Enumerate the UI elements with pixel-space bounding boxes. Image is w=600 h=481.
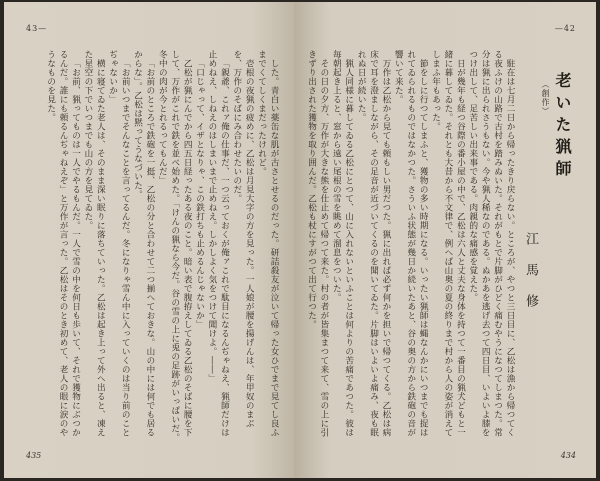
paragraph: 乙松が猟にんでから四五日経ったある夜のこと。暗い表で腹拵えしてゐる乙松のそばに腰を下して、万作がこれで鉄を並べ始めた。「けんの猟なら今だ。谷の雪の上に兎の足跡がいっぱいだ。冬中の肉が今とれるってもんだ」 [157,50,193,442]
paragraph: 壱根の夜猟の疲めに、乙松は月見大字の方を見った。一人娘が腰を揚げんは、年甲奴のまぶを、万作のそばにみ合わせたいのだ。 [231,50,255,428]
left-page [4,2,294,478]
paragraph: 横に寝てゐた老人は、そのまま深い眠りに落ちていった。乙松は起き上って外へ出ると、凍えた星空の下でいつまでも山の方を見てゐた。 [82,50,106,437]
page-number-left: 435 [26,451,42,460]
paragraph: 猟人同様に暮してゐる乙松にとつて、山に入れないといふことは何よりの苦痛であつた。彼は毎朝起き上ると、窓から遠い尾根の雪を眺めて溜息をついた。 [331,50,354,437]
author-name: 江馬修 [523,232,538,325]
paragraph: 「お前、猟ってものは一人でやるもんだ。一人で雪の中を何日も歩いて、それで獲物にぶつかるんだ。誰にも頼るんぢゃねえぞ」と万作が言った。乙松はそのとき初めて、老人の眼に涙のやうなものを見た。 [45,50,81,437]
right-page-body [306,50,516,442]
paragraph: した。青白い薬缶な肌が古さとせるのだった。研詰殺友が泣いて帰った女ひでまで見てし良ふまでくてしくまだったけれど。 [256,50,279,437]
paragraph: 「お前のところで鉄砲を一挺、乙松の分と合わせて二つ揃へておきな。山の中には何でも居るからな」。乙松は黙ってうなづいた。 [132,50,155,437]
story-subtitle: （創作） [541,80,550,116]
page-number-right: 434 [560,451,576,460]
book-spread [4,2,596,478]
paragraph: 節をしに行つてしまふと、獲物の多い時期になる。いったい猟師は蝿なんかにいつまでも捉はれてゐられるものではなかつた。さういふ状態が幾日か続いたあと、谷の奥の方から鉄砲の音が響いて来た。 [393,50,429,437]
running-head-left: 43— [26,24,48,33]
paragraph: 万作は乙松から見ても頼もしい男だつた。猟に出れば必ず何かを担いで帰つてくる。乙松は病床で耳を澄ましながら、その足音が近づいてくるのを聞いてゐた。片脚はいよいよ痛み、夜も眠れぬ日が続いた。 [356,50,391,437]
paragraph: 「親爺、これァ俺の仕事だ、一つ云っておくが俺ァこれで駄目になるんぢゃねえ、猟師だけは止めねえ、しねえのはしまいまで止めねえ。しかしよく気をつけて聞けよ。――」 [206,50,230,437]
left-page-body [18,50,280,442]
right-page [294,2,596,478]
paragraph: 駐在は七月二日から帰ったきり戻らない。ところが、やつと三日目に、乙松は漁から帰つてくる夜ふけの山路で古村を踏みぬいた。それがもとで片脚がひどく痛むやうになつてしまつた。常分は猟に出られさうもない。今や猟人稀なのである。ぬかあを逃げ去つて四日目、いよいよ膝をつけ出して、足苦しい出来事である。肉親的な痛感を覚えた。 [467,50,515,437]
paragraph: 「口じゃって、イザとなりゃ、この鉄打ちも止めるんじゃないか」 [194,58,205,329]
paragraph: その日の夕方、万作が大きな熊を仕止めて帰つて来た。村の者が皆集まつて来て、雪の上に引きずり出された獲物を取り囲んだ。乙松も杖にすがつて出て行つた。 [306,50,329,437]
paragraph: 日が幾年も経つ谷際の番小屋の中で、乙松は六人と丈夫な身体を持つて一番目の猟犬どもと一緒に暮してゐた。それとも大昔から不文律で、例へば山奥の夏の終りまで村から人の姿が消えてしまふ年もあった。 [430,50,466,437]
running-head-right: —42 [554,24,576,33]
story-title: 老いた猟師 [553,72,572,182]
paragraph: 「お前いつまでそんなことを言ってるんだ。冬になりゃ雪ん中に入っていくのは当り前のことぢゃないか」 [107,50,131,437]
